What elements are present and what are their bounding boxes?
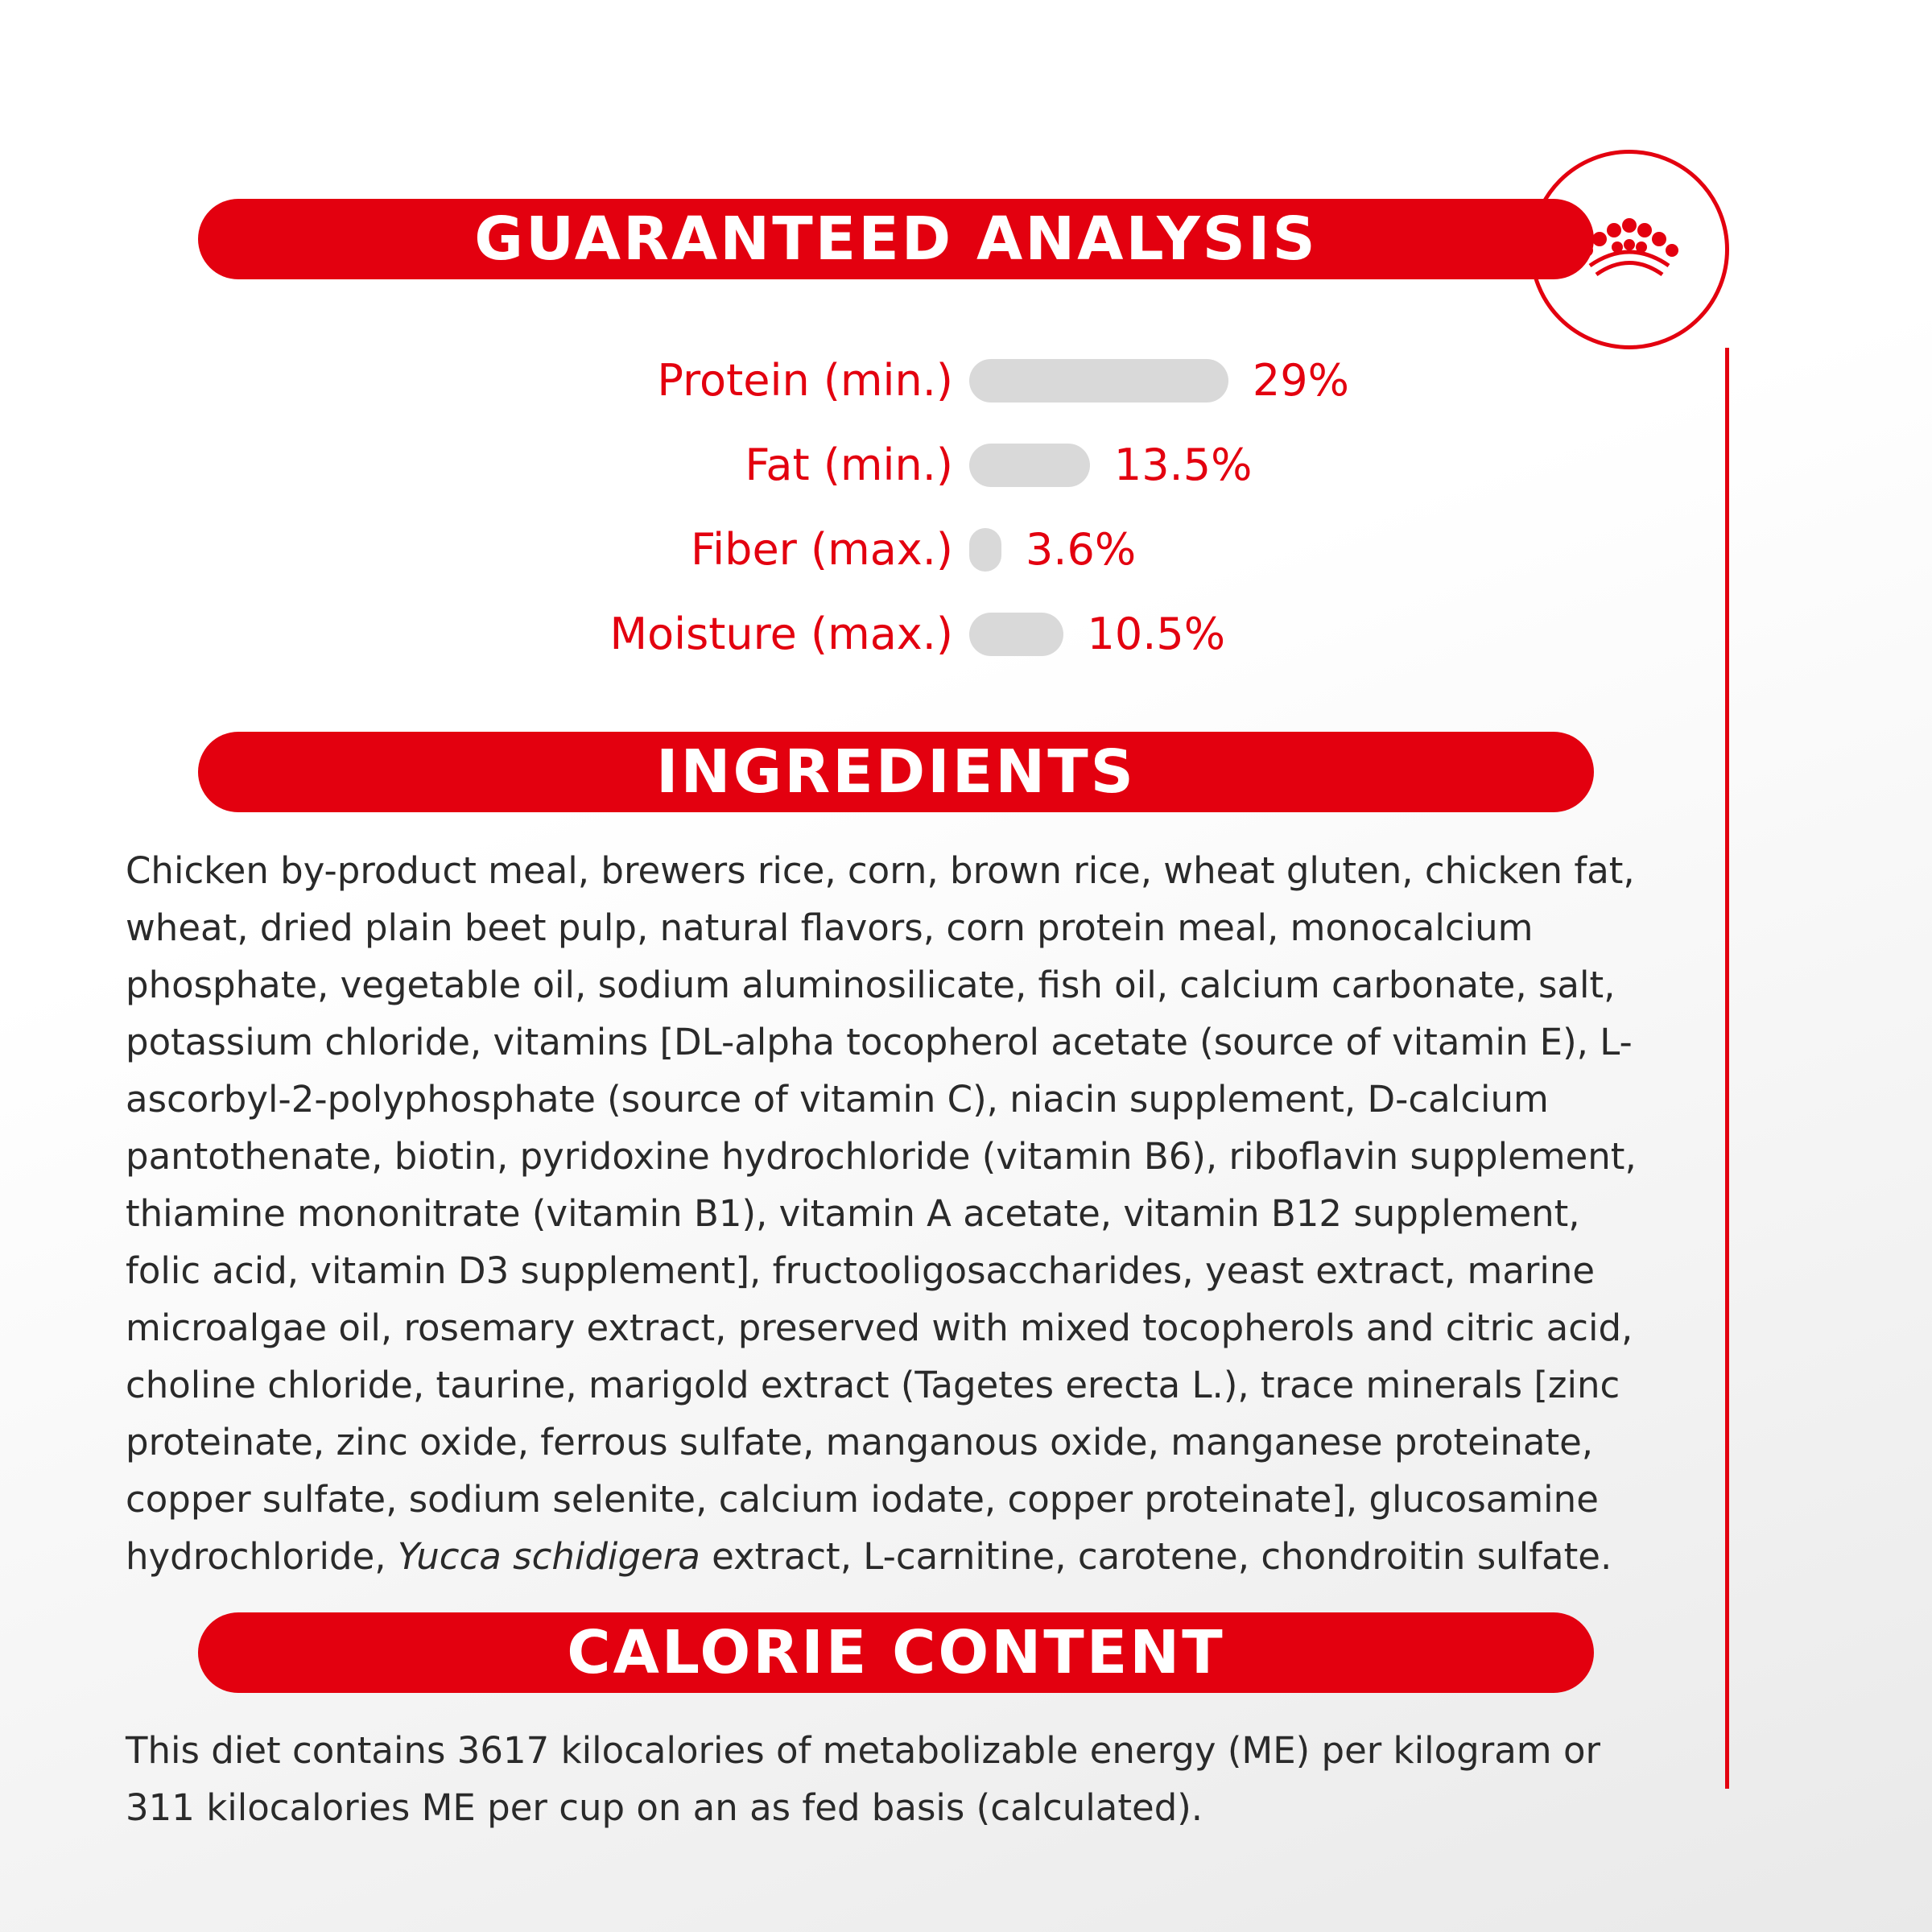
- ingredients-banner: [198, 732, 1594, 812]
- analysis-row-fat: [0, 437, 1932, 493]
- analysis-bar: [969, 528, 1001, 572]
- analysis-row-fiber: [0, 522, 1932, 578]
- analysis-bar: [969, 359, 1228, 402]
- ingredients-text: [126, 842, 1655, 1585]
- analysis-label: Fat (min.): [745, 440, 953, 490]
- analysis-bar: [969, 444, 1090, 487]
- analysis-label: Protein (min.): [657, 355, 953, 406]
- analysis-bar: [969, 613, 1063, 656]
- calorie-content-title: CALORIE CONTENT: [567, 1618, 1225, 1687]
- analysis-label: Fiber (max.): [691, 524, 953, 575]
- analysis-row-moisture: [0, 606, 1932, 663]
- ingredients-text-main: Chicken by-product meal, brewers rice, corn, brown rice, wheat gluten, chicken fat, wheat, dried plain beet pulp, natural flavors, corn protein meal, monocalcium phosphate, vegetable oil, sodium aluminosilicate, fish oil, calcium carbonate, salt, potassium chloride, vitamins [DL-alpha tocopherol acetate (source of vitamin E), L-ascorbyl-2-polyphosphate (source of vitamin C), niacin supplement, D-calcium pantothenate, biotin, pyridoxine hydrochloride (vitamin B6), riboflavin supplement, thiamine mononitrate (vitamin B1), vitamin A acetate, vitamin B12 supplement, folic acid, vitamin D3 supplement], fructooligosaccharides, yeast extract, marine microalgae oil, rosemary extract, preserved with mixed tocopherols and citric acid, choline chloride, taurine, marigold extract (Tagetes erecta L.), trace minerals [zinc proteinate, zinc oxide, ferrous sulfate, manganous oxide, manganese proteinate, copper sulfate, sodium selenite, calcium iodate, copper proteinate], glucosamine hydrochloride,: [126, 849, 1637, 1578]
- guaranteed-analysis-banner: [198, 199, 1594, 279]
- analysis-value: 13.5%: [1113, 440, 1253, 490]
- ingredients-text-italic: Yucca schidigera: [397, 1535, 700, 1578]
- analysis-label: Moisture (max.): [609, 609, 953, 659]
- calorie-content-banner: [198, 1612, 1594, 1693]
- analysis-row-protein: [0, 353, 1932, 409]
- guaranteed-analysis-title: GUARANTEED ANALYSIS: [474, 204, 1318, 274]
- ingredients-title: INGREDIENTS: [656, 737, 1136, 807]
- calorie-content-text: This diet contains 3617 kilocalories of metabolizable energy (ME) per kilogram or 311 kilocalories ME per cup on an as fed basis (calculated).: [126, 1729, 1600, 1829]
- analysis-value: 10.5%: [1087, 609, 1226, 659]
- analysis-value: 29%: [1252, 355, 1349, 406]
- analysis-value: 3.6%: [1025, 524, 1137, 575]
- ingredients-text-end: extract, L-carnitine, carotene, chondroitin sulfate.: [700, 1535, 1612, 1578]
